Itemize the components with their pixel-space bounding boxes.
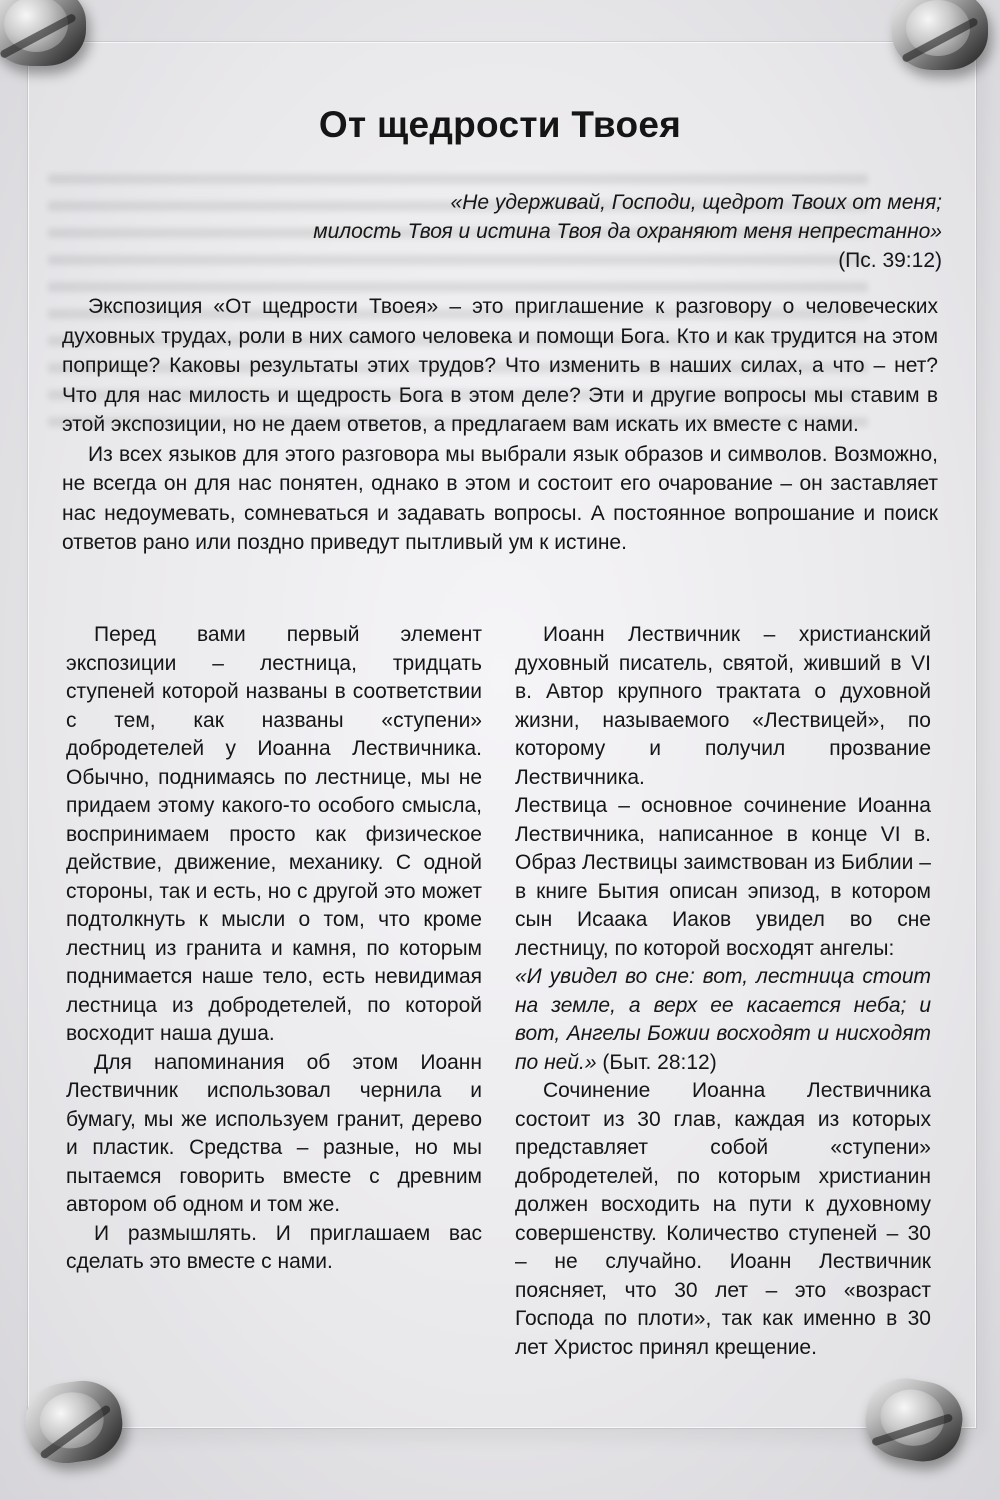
standoff-bolt-top-left xyxy=(0,0,86,66)
left-paragraph-2: Для напоминания об этом Иоанн Лествичник использовал чернила и бумагу, мы же используем гранит, дерево и пластик. Средства – разные, но мы пытаемся говорить вместе с древним автором об одном и том же. xyxy=(66,1050,482,1216)
right-paragraph-3: Сочинение Иоанна Лествичника состоит из 30 глав, каждая из которых представляет собой «ступени» добродетелей, по которым христианин должен восходить на пути к духовному совершенству. Количество ступеней – 30 – не случайно. Иоанн Лествичник поясняет, что 30 лет – это «возраст Господа по плоти», так как именно в 30 лет Христос принял крещение. xyxy=(515,1079,931,1359)
epigraph-line-2: милость Твоя и истина Твоя да охраняют меня непрестанно» xyxy=(313,220,942,243)
intro-paragraph-1: Экспозиция «От щедрости Твоея» – это приглашение к разговору о человеческих духовных трудах, роли в них самого человека и помощи Бога. Кто и как трудится на этом поприще? Каковы результаты этих трудов? Что изменить в наших силах, а что – нет? Что для нас милость и щедрость Бога в этом деле? Эти и другие вопросы мы ставим в этой экспозиции, но не даем ответов, а предлагаем вам искать их вместе с нами. xyxy=(62,295,938,436)
left-paragraph-1: Перед вами первый элемент экспозиции – лестница, тридцать ступеней которой названы в соответствии с тем, как названы «ступени» добродетелей у Иоанна Лествичника. Обычно, поднимаясь по лестнице, мы не придаем этому какого-то особого смысла, воспринимаем просто как физическое действие, движение, механику. С одной стороны, так и есть, но с другой это может подтолкнуть к мысли о том, что кроме лестниц из гранита и камня, по которым поднимается наше тело, есть невидимая лестница из добродетелей, по которой восходит наша душа. xyxy=(66,623,482,1045)
bible-quote-reference: (Быт. 28:12) xyxy=(602,1050,717,1074)
left-paragraph-3: И размышлять. И приглашаем вас сделать это вместе с нами. xyxy=(66,1221,482,1273)
right-paragraph-2: Лествица – основное сочинение Иоанна Лествичника, написанное в конце VI в. Образ Лествицы заимствован из Библии – в книге Бытия описан эпизод, в котором сын Исаака Иаков увидел во сне лестницу, по которой восходят ангелы: xyxy=(515,794,931,960)
epigraph-reference: (Пс. 39:12) xyxy=(838,249,942,272)
bible-quote-text: «И увидел во сне: вот, лестница стоит на земле, а верх ее касается неба; и вот, Ангелы Божии восходят и нисходят по ней.» xyxy=(515,965,931,1074)
bible-quote xyxy=(515,963,931,1077)
epigraph xyxy=(182,188,942,275)
intro-section xyxy=(62,292,938,558)
right-paragraph-1: Иоанн Лествичник – христианский духовный писатель, святой, живший в VI в. Автор крупного трактата о духовной жизни, называемого «Лествицей», по которому и получил прозвание Лествичника. xyxy=(515,623,931,789)
left-column xyxy=(66,621,482,1277)
right-column xyxy=(515,621,931,1362)
sign-title: От щедрости Твоея xyxy=(318,104,682,145)
standoff-bolt-top-right xyxy=(892,0,988,70)
epigraph-line-1: «Не удерживай, Господи, щедрот Твоих от меня; xyxy=(450,191,942,214)
intro-paragraph-2: Из всех языков для этого разговора мы выбрали язык образов и символов. Возможно, не всегда он для нас понятен, однако в этом и состоит его очарование – он заставляет нас недоумевать, сомневаться и задавать вопросы. А постоянное вопрошание и поиск ответов рано или поздно приведут пытливый ум к истине. xyxy=(62,442,938,554)
